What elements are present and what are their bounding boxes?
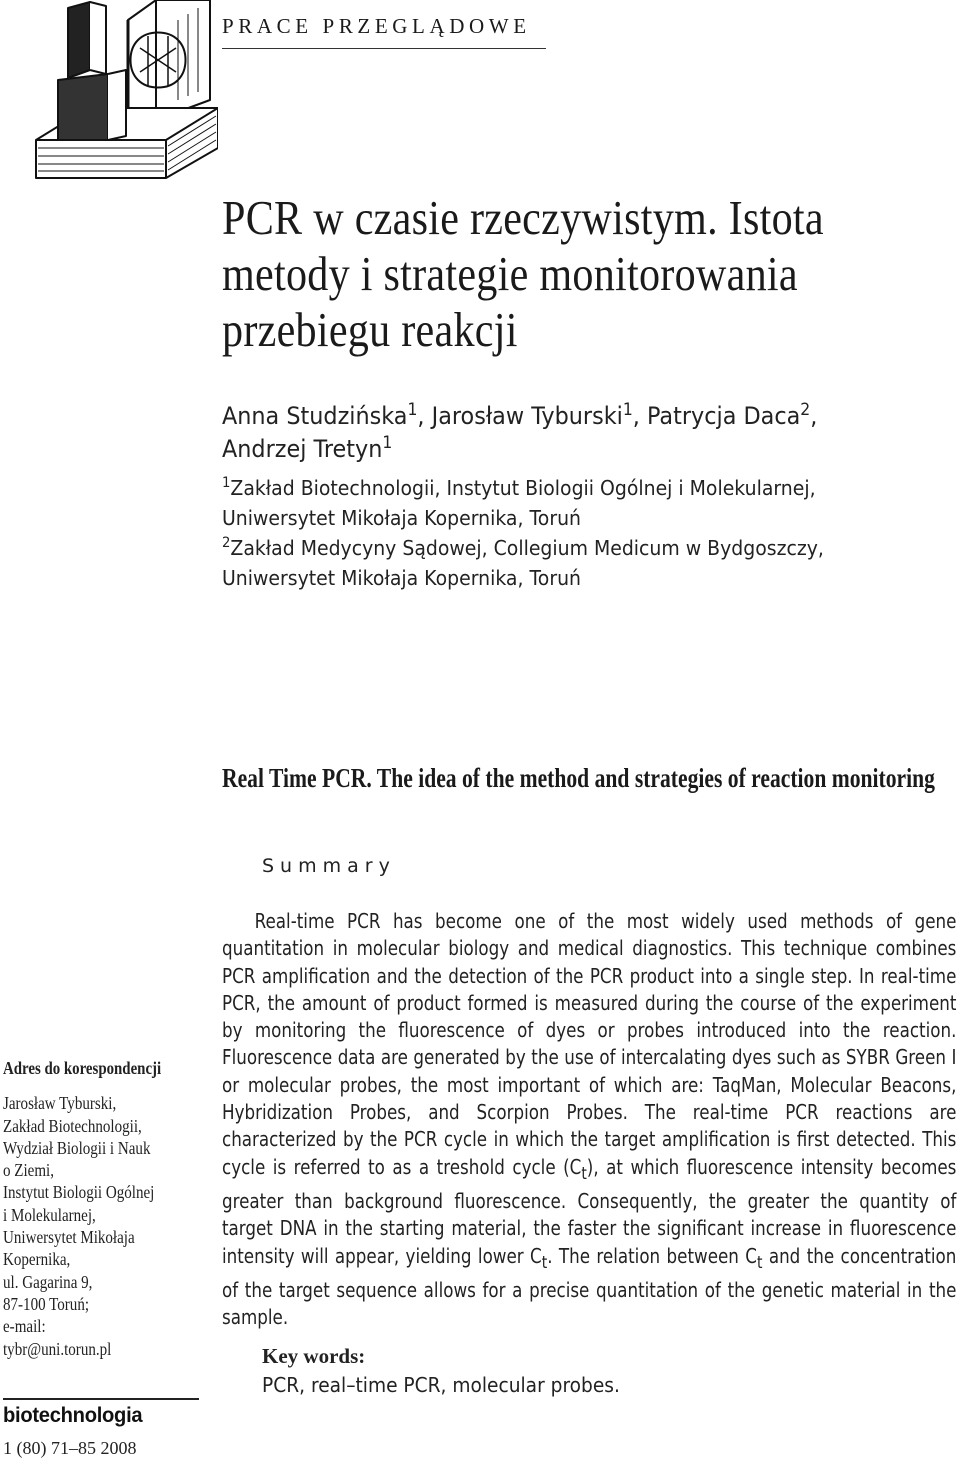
- author-affiliation-number: 1: [407, 399, 418, 419]
- address-line: 87-100 Toruń;: [3, 1293, 90, 1314]
- author-name: Anna Studzińska: [222, 402, 408, 430]
- address-line: ul. Gagarina 9,: [3, 1271, 93, 1292]
- journal-name: biotechnologia: [3, 1404, 143, 1427]
- keywords-text: PCR, real–time PCR, molecular probes.: [262, 1373, 620, 1397]
- address-line: Zakład Biotechnologii,: [3, 1115, 142, 1136]
- author-name: Jarosław Tyburski: [431, 402, 623, 430]
- author-affiliation-number: 1: [382, 432, 393, 452]
- affiliation-number: 1: [222, 475, 231, 492]
- summary-segment: . The relation between C: [547, 1243, 757, 1268]
- address-line: Kopernika,: [3, 1249, 71, 1270]
- address-line: i Molekularnej,: [3, 1204, 96, 1225]
- author-list: Anna Studzińska$^1$, Jarosław Tyburski$^1$, Patrycja Daca$^2$, Andrzej Tretyn$^1$: [222, 399, 818, 463]
- article-title: PCR w czasie rzeczywistym. Istota metody i strategie monitorowania przebiegu reakcji: [222, 190, 824, 357]
- address-line: o Ziemi,: [3, 1160, 54, 1181]
- correspondence-address: [3, 1057, 203, 1360]
- author-name: Patrycja Daca: [646, 402, 801, 430]
- subscript: t: [541, 1252, 548, 1273]
- author-name: Andrzej Tretyn: [222, 435, 383, 463]
- correspondence-heading: Adres do korespondencji: [3, 1058, 162, 1078]
- address-line: Uniwersytet Mikołaja: [3, 1227, 135, 1248]
- english-title: Real Time PCR. The idea of the method and strategies of reaction monitoring: [222, 763, 935, 793]
- subscript: t: [756, 1252, 763, 1273]
- books-logo-icon: [28, 0, 218, 185]
- summary-segment: ), at which fluorescence intensity becomes greater than background fluorescence. Consequently, the greater the quantity of target DNA in the starting material, the faster the significant increase in fluorescence intensity will appear, yielding lower C: [222, 1154, 957, 1268]
- affiliation-line: Uniwersytet Mikołaja Kopernika, Toruń: [222, 566, 581, 590]
- affiliation-text: Zakład Biotechnologii, Instytut Biologii Ogólnej i Molekularnej,: [230, 476, 816, 500]
- subscript: t: [581, 1163, 587, 1184]
- address-line: Jarosław Tyburski,: [3, 1093, 117, 1114]
- email-address: tybr@uni.torun.pl: [3, 1338, 112, 1359]
- summary-segment: Real-time PCR has become one of the most widely used methods of gene quantitation in molecular biology and medical diagnostics. This technique combines PCR amplification and the detection of the PCR product into a single step. In real-time PCR, the amount of product formed is measured during the course of the experiment by monitoring the fluorescence of dyes or probes introduced into the reaction. Fluorescence data are generated by the use of intercalating dyes such as SYBR Green I or molecular probes, the most important of which are: TaqMan, Molecular Beacons, Hybridization Probes, and Scorpion Probes. The real-time PCR reactions are characterized by the PCR cycle in which the target amplification is first detected. This cycle is referred to as a treshold cycle (C: [222, 909, 957, 1179]
- header-rule: [222, 48, 546, 49]
- keywords-label: Key words:: [262, 1344, 366, 1368]
- journal-issue: 1 (80) 71–85 2008: [3, 1438, 137, 1458]
- section-header: PRACE PRZEGLĄDOWE: [222, 14, 531, 38]
- affiliation-number: 2: [222, 535, 231, 552]
- summary-text: [222, 908, 956, 1332]
- address-line: Instytut Biologii Ogólnej: [3, 1182, 155, 1203]
- summary-segment: and the concentration of the target sequence allows for a precise quantitation of the genetic material in the sample.: [222, 1243, 957, 1330]
- affiliation-line: [222, 533, 921, 563]
- author-affiliation-number: 1: [622, 399, 633, 419]
- affiliation-text: Zakład Medycyny Sądowej, Collegium Medicum w Bydgoszczy,: [230, 536, 824, 560]
- affiliation-line: Uniwersytet Mikołaja Kopernika, Toruń: [222, 506, 581, 530]
- summary-heading: Summary: [262, 855, 396, 877]
- author-affiliation-number: 2: [800, 399, 811, 419]
- affiliations: [222, 473, 921, 593]
- address-line: e-mail:: [3, 1316, 46, 1337]
- sidebar-rule: [3, 1398, 199, 1400]
- affiliation-line: [222, 473, 921, 503]
- address-line: Wydział Biologii i Nauk: [3, 1137, 151, 1158]
